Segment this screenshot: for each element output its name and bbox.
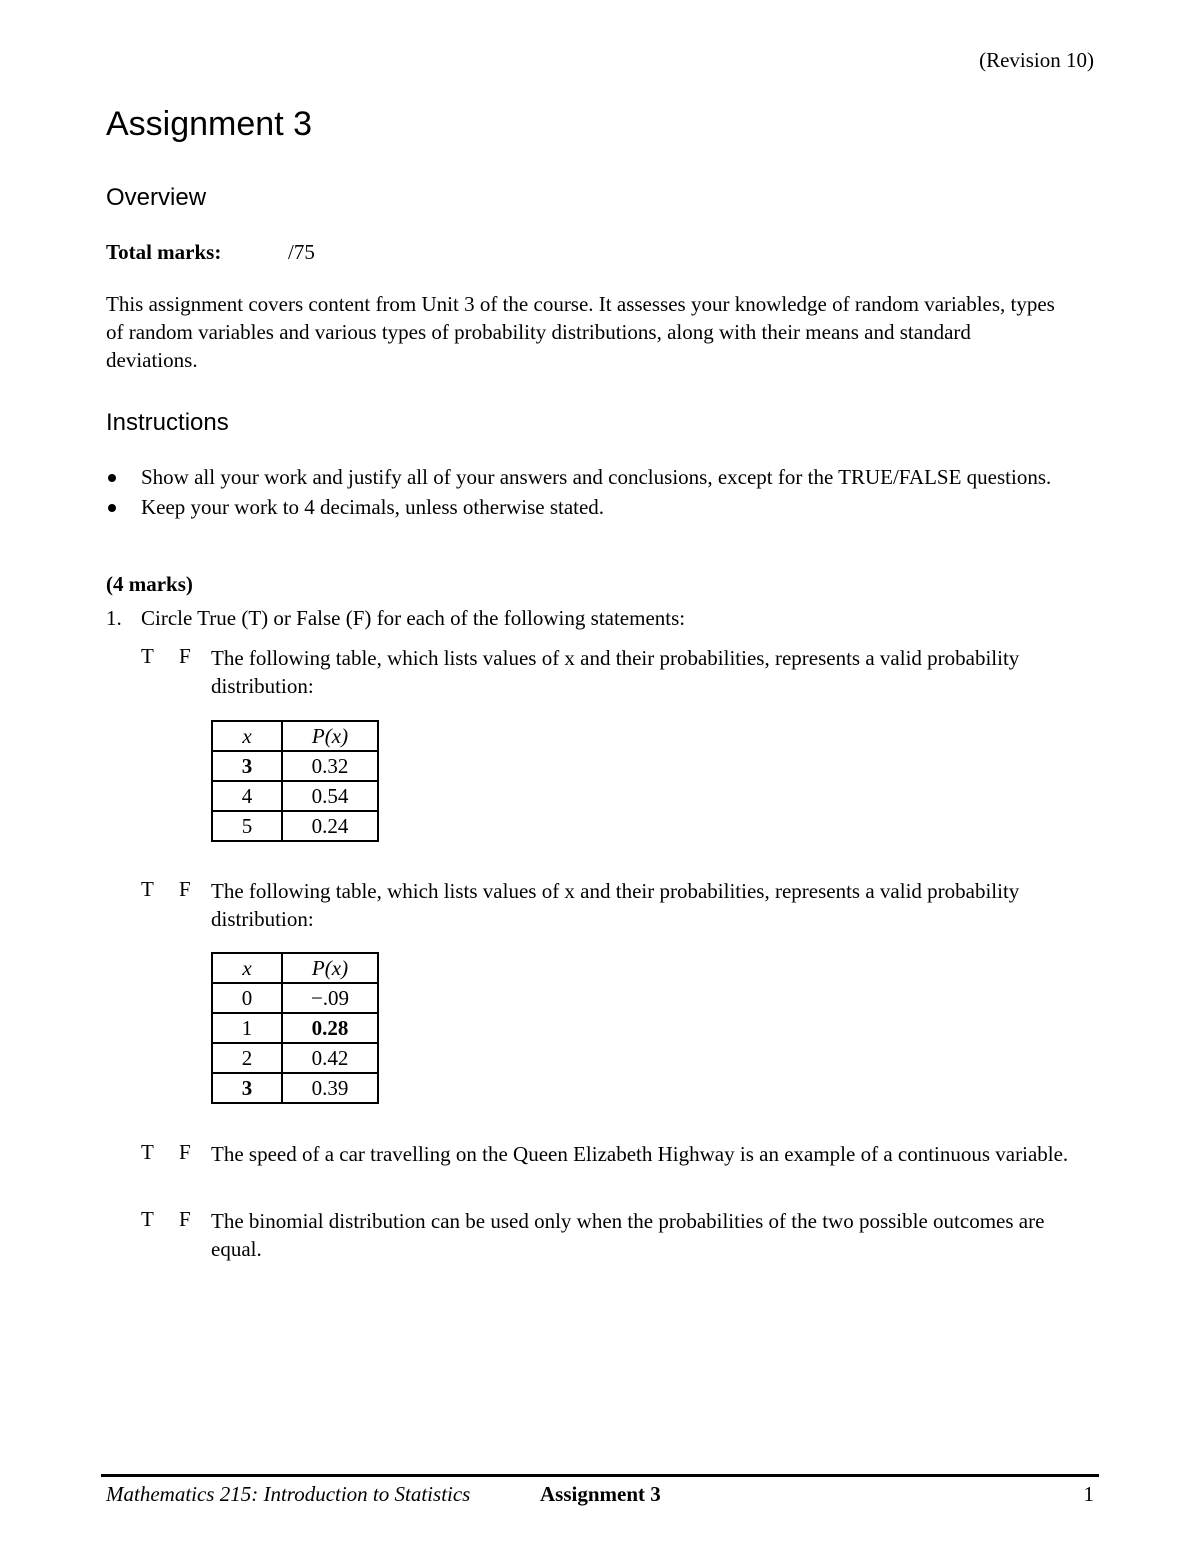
cell-p: 0.54 <box>282 781 378 811</box>
total-marks-value: /75 <box>288 240 315 264</box>
true-option[interactable]: T <box>141 877 154 901</box>
table-row <box>212 983 378 1013</box>
true-option[interactable]: T <box>141 1140 154 1164</box>
table-row <box>212 1073 378 1103</box>
false-option[interactable]: F <box>179 877 191 901</box>
overview-description: This assignment covers content from Unit 3 of the course. It assesses your knowledge of random variables, types of random variables and various types of probability distributions, along with their means and standard deviations. <box>106 292 1055 372</box>
instructions-list <box>106 464 1096 524</box>
probability-table-1 <box>211 720 379 842</box>
cell-p: 0.24 <box>282 811 378 841</box>
cell-x: 3 <box>212 751 282 781</box>
table-row <box>212 781 378 811</box>
cell-x: 4 <box>212 781 282 811</box>
footer-assignment-title: Assignment 3 <box>540 1482 661 1506</box>
footer-course-title: Mathematics 215: Introduction to Statistics <box>106 1482 471 1506</box>
cell-p: 0.32 <box>282 751 378 781</box>
table-header-row <box>212 721 378 751</box>
cell-x: 1 <box>212 1013 282 1043</box>
revision-label: (Revision 10) <box>979 48 1094 72</box>
question-number: 1. <box>106 606 122 630</box>
cell-p: 0.28 <box>282 1013 378 1043</box>
table-row <box>212 811 378 841</box>
probability-table-2 <box>211 952 379 1104</box>
cell-x: 0 <box>212 983 282 1013</box>
table-header-row <box>212 953 378 983</box>
overview-heading: Overview <box>106 184 207 211</box>
statement-text: The following table, which lists values of x and their probabilities, represents a valid probability distribution: <box>211 646 1020 698</box>
cell-p: 0.42 <box>282 1043 378 1073</box>
header-x: x <box>212 721 282 751</box>
instruction-item: Keep your work to 4 decimals, unless otherwise stated. <box>106 494 1096 521</box>
cell-x: 5 <box>212 811 282 841</box>
statement-text: The binomial distribution can be used only when the probabilities of the two possible outcomes are equal. <box>211 1209 1045 1261</box>
table-row <box>212 1013 378 1043</box>
cell-x: 2 <box>212 1043 282 1073</box>
question-marks: (4 marks) <box>106 572 193 596</box>
total-marks-label: Total marks: <box>106 240 222 264</box>
table-row <box>212 1043 378 1073</box>
header-px: P(x) <box>282 953 378 983</box>
cell-x: 3 <box>212 1073 282 1103</box>
false-option[interactable]: F <box>179 1207 191 1231</box>
instructions-heading: Instructions <box>106 409 229 436</box>
false-option[interactable]: F <box>179 1140 191 1164</box>
true-option[interactable]: T <box>141 644 154 668</box>
header-px: P(x) <box>282 721 378 751</box>
cell-p: −.09 <box>282 983 378 1013</box>
statement-text: The speed of a car travelling on the Queen Elizabeth Highway is an example of a continuous variable. <box>211 1142 1069 1166</box>
false-option[interactable]: F <box>179 644 191 668</box>
table-row <box>212 751 378 781</box>
page-number: 1 <box>1083 1482 1094 1506</box>
question-prompt: Circle True (T) or False (F) for each of the following statements: <box>141 606 686 630</box>
true-option[interactable]: T <box>141 1207 154 1231</box>
footer-divider <box>101 1474 1099 1477</box>
cell-p: 0.39 <box>282 1073 378 1103</box>
page-title: Assignment 3 <box>106 105 312 143</box>
statement-text: The following table, which lists values of x and their probabilities, represents a valid probability distribution: <box>211 879 1020 931</box>
instruction-item: Show all your work and justify all of your answers and conclusions, except for the TRUE/FALSE questions. <box>106 464 1096 491</box>
header-x: x <box>212 953 282 983</box>
